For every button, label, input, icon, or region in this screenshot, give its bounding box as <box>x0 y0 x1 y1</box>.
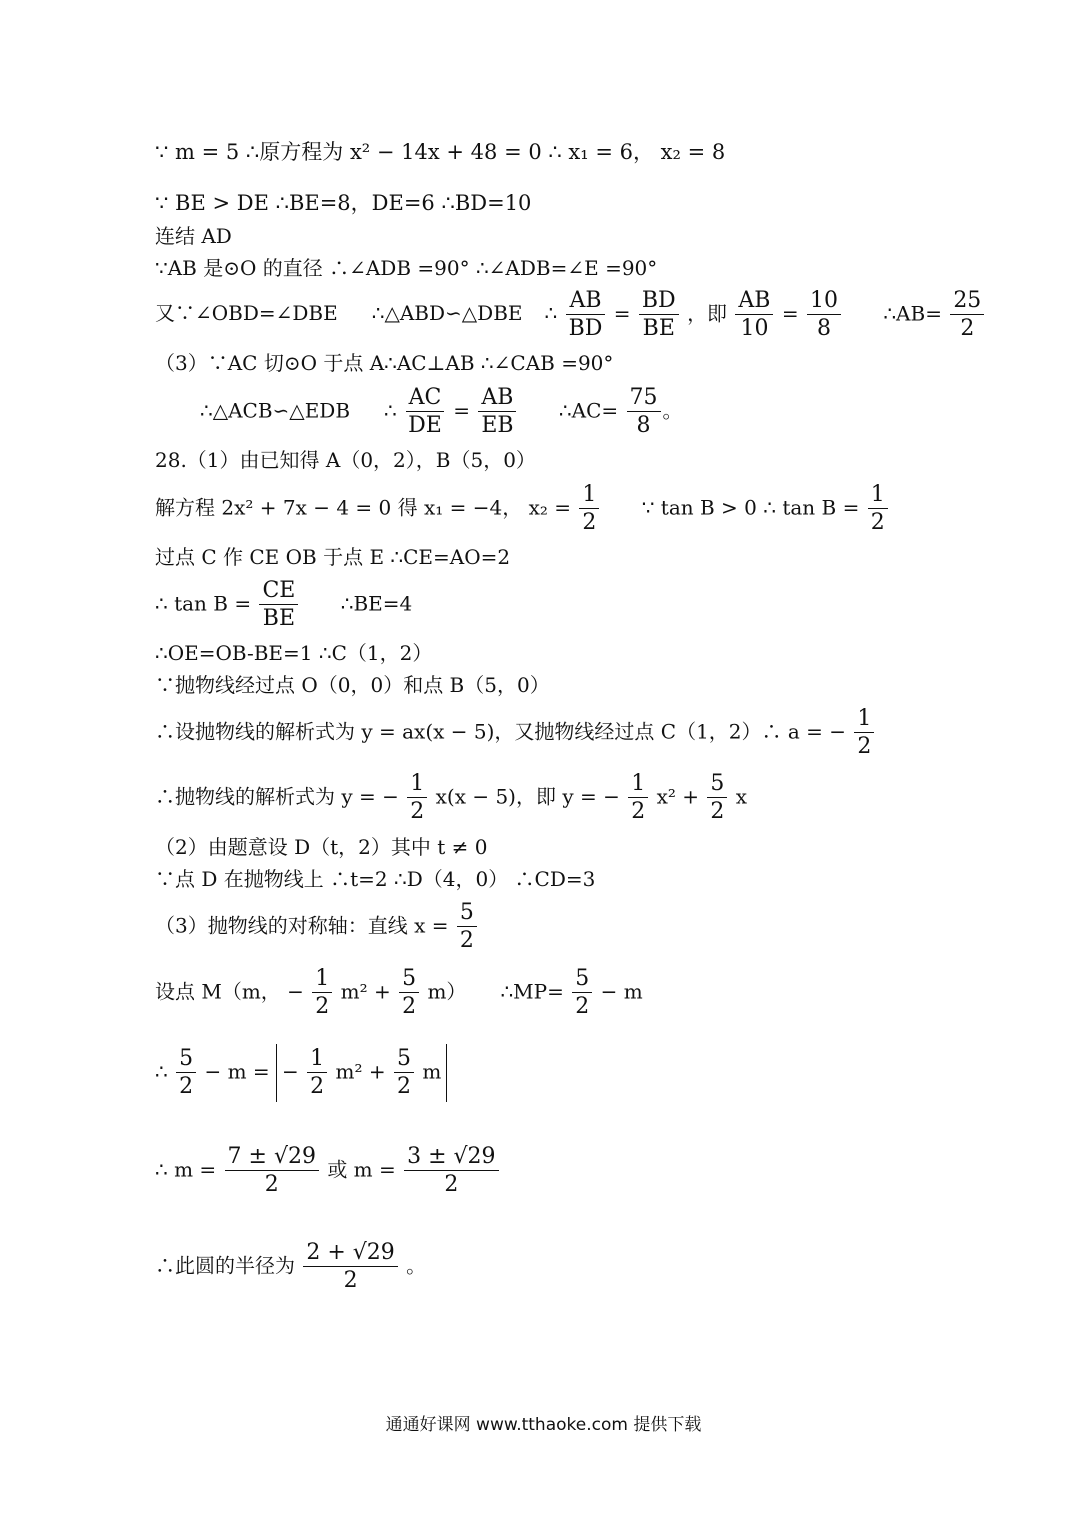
math-line: ∵点 D 在抛物线上 ∴t=2 ∴D（4，0） ∴CD=3 <box>155 867 596 891</box>
fraction: $\frac{5}{2}$ <box>394 1046 414 1100</box>
fraction: $\frac{75}{8}$ <box>627 385 661 439</box>
math-line: ∴ $\frac{5}{2}$ − m = − $\frac{1}{2}$ m² + $\frac{5}{2}$ m <box>155 1044 447 1102</box>
math-line: 解方程 2x² + 7x − 4 = 0 得 x₁ = −4， x₂ = $\frac{1}{2}$ ∵ tan B > 0 ∴ tan B = $\frac{1}{2}$ <box>155 482 890 536</box>
fraction: $\frac{AB}{BD}$ <box>566 288 606 342</box>
fraction: $\frac{BD}{BE}$ <box>639 288 679 342</box>
math-line: ∴ tan B = $\frac{CE}{BE}$ ∴BE=4 <box>155 578 413 632</box>
fraction: $\frac{5}{2}$ <box>399 966 419 1020</box>
math-line: ∴此圆的半径为 $\frac{2 + √29}{2}$ 。 <box>155 1240 427 1294</box>
math-line: ∵ BE > DE ∴BE=8，DE=6 ∴BD=10 <box>155 191 532 215</box>
fraction: $\frac{5}{2}$ <box>457 900 477 954</box>
fraction: $\frac{1}{2}$ <box>579 482 599 536</box>
math-line: 过点 C 作 CE OB 于点 E ∴CE=AO=2 <box>155 545 511 569</box>
fraction: $\frac{1}{2}$ <box>854 706 874 760</box>
fraction: $\frac{10}{8}$ <box>807 288 841 342</box>
fraction: $\frac{1}{2}$ <box>307 1046 327 1100</box>
fraction: $\frac{1}{2}$ <box>407 771 427 825</box>
math-line: ∴△ACB∽△EDB ∴ $\frac{AC}{DE}$ = $\frac{AB}{EB}$ ∴AC= $\frac{75}{8}$ 。 <box>200 385 683 439</box>
math-line: （3）∵AC 切⊙O 于点 A∴AC⊥AB ∴∠CAB =90° <box>155 351 614 375</box>
math-line: 设点 M（m， − $\frac{1}{2}$ m² + $\frac{5}{2}$ m） ∴MP= $\frac{5}{2}$ − m <box>155 966 643 1020</box>
fraction: $\frac{AB}{EB}$ <box>478 385 516 439</box>
absolute-value: − $\frac{1}{2}$ m² + $\frac{5}{2}$ m <box>276 1044 447 1102</box>
fraction: $\frac{5}{2}$ <box>707 771 727 825</box>
math-line: ∴OE=OB-BE=1 ∴C（1，2） <box>155 641 433 665</box>
fraction: $\frac{7 \pm √29}{2}$ <box>225 1144 319 1198</box>
math-line: （3）抛物线的对称轴：直线 x = $\frac{5}{2}$ <box>155 900 479 954</box>
fraction: $\frac{1}{2}$ <box>628 771 648 825</box>
math-line: 连结 AD <box>155 224 232 248</box>
footer-credit: 通通好课网 www.tthaoke.com 提供下载 <box>385 1415 702 1435</box>
problem-28-heading: 28.（1）由已知得 A（0，2），B（5，0） <box>155 448 536 472</box>
fraction: $\frac{2 + √29}{2}$ <box>303 1240 397 1294</box>
fraction: $\frac{CE}{BE}$ <box>259 578 298 632</box>
math-line-similar-triangles: 又∵∠OBD=∠DBE ∴△ABD∽△DBE ∴ $\frac{AB}{BD}$ = $\frac{BD}{BE}$ ，即 $\frac{AB}{10}$ = $\frac{10}{8}$ ∴AB= $\frac{25}{2}$ <box>155 288 986 342</box>
fraction: $\frac{1}{2}$ <box>312 966 332 1020</box>
fraction: $\frac{AB}{10}$ <box>735 288 773 342</box>
fraction: $\frac{5}{2}$ <box>572 966 592 1020</box>
fraction: $\frac{25}{2}$ <box>950 288 984 342</box>
math-line: ∴ m = $\frac{7 \pm √29}{2}$ 或 m = $\frac{3 \pm √29}{2}$ <box>155 1144 501 1198</box>
math-line: ∵AB 是⊙O 的直径 ∴∠ADB =90° ∴∠ADB=∠E =90° <box>155 256 658 280</box>
fraction: $\frac{3 \pm √29}{2}$ <box>404 1144 498 1198</box>
math-line: ∴设抛物线的解析式为 y = ax(x − 5)，又抛物线经过点 C（1，2）∴ a = − $\frac{1}{2}$ <box>155 706 876 760</box>
fraction: $\frac{AC}{DE}$ <box>405 385 445 439</box>
math-line: ∴抛物线的解析式为 y = − $\frac{1}{2}$ x(x − 5)，即 y = − $\frac{1}{2}$ x² + $\frac{5}{2}$ x <box>155 771 747 825</box>
math-line: ∵ m = 5 ∴原方程为 x² − 14x + 48 = 0 ∴ x₁ = 6， x₂ = 8 <box>155 140 726 164</box>
math-line: ∵抛物线经过点 O（0，0）和点 B（5，0） <box>155 673 550 697</box>
fraction: $\frac{5}{2}$ <box>176 1046 196 1100</box>
math-line: （2）由题意设 D（t，2）其中 t ≠ 0 <box>155 835 488 859</box>
fraction: $\frac{1}{2}$ <box>868 482 888 536</box>
